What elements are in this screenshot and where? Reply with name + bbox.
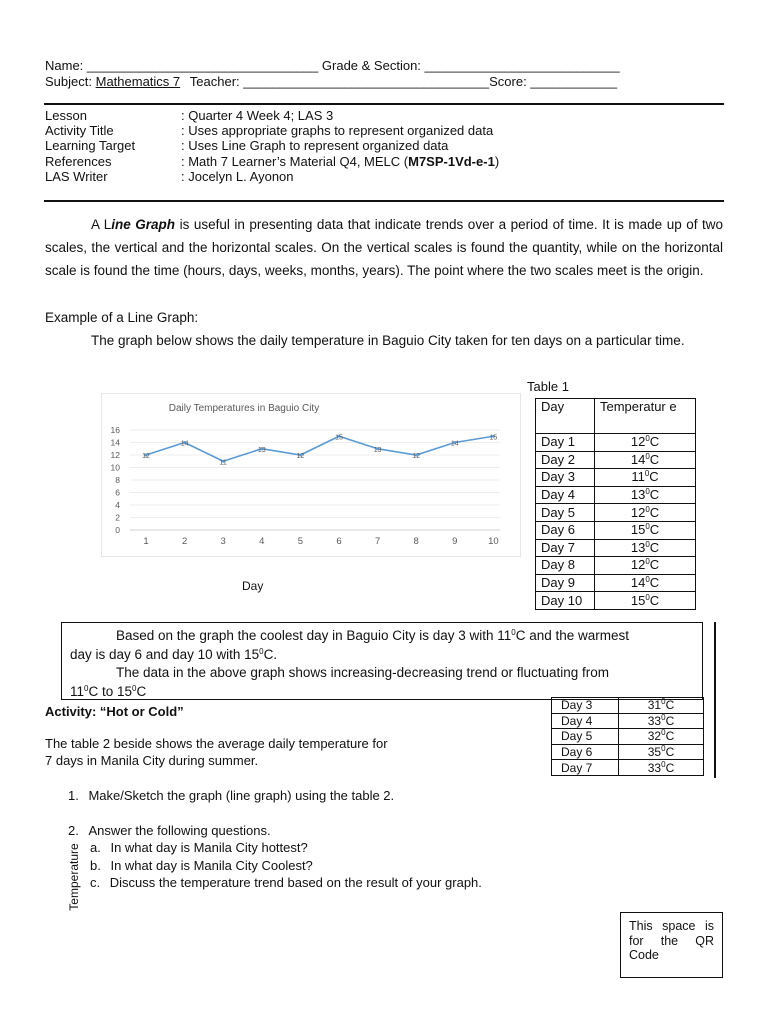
table2-row bbox=[552, 760, 704, 776]
table1-row bbox=[536, 574, 696, 592]
temp-cell bbox=[619, 698, 704, 714]
table1-row bbox=[536, 451, 696, 469]
info-divider bbox=[44, 200, 724, 202]
x-tick-label: 7 bbox=[374, 536, 381, 547]
degree-sign: 0 bbox=[661, 759, 666, 769]
name-label: Name: bbox=[45, 58, 84, 73]
summary-text: 11 bbox=[70, 683, 85, 699]
temp-cell bbox=[595, 557, 696, 575]
data-label: 13 bbox=[257, 446, 266, 454]
data-label: 12 bbox=[296, 453, 305, 460]
y-tick-label: 8 bbox=[115, 475, 120, 485]
day-cell: Day 6 bbox=[536, 521, 595, 539]
score-label: Score: bbox=[489, 74, 527, 89]
table2-right-border bbox=[714, 622, 716, 778]
x-axis-label: Day bbox=[242, 579, 264, 593]
x-tick-label: 3 bbox=[220, 536, 226, 547]
temp-value: 35 bbox=[647, 745, 662, 760]
temp-unit: C bbox=[649, 469, 659, 485]
x-tick-label: 6 bbox=[336, 536, 342, 547]
table1-row bbox=[536, 434, 696, 452]
data-label: 12 bbox=[142, 453, 150, 460]
data-label: 12 bbox=[412, 453, 421, 460]
temp-value: 15 bbox=[630, 592, 646, 608]
summary-box bbox=[61, 622, 703, 700]
question-text: In what day is Manila City hottest? bbox=[110, 840, 308, 855]
temp-cell bbox=[595, 504, 696, 522]
question-b bbox=[90, 857, 313, 875]
info-learning-target bbox=[45, 138, 725, 153]
degree-sign: 0 bbox=[132, 683, 137, 693]
table2-row bbox=[552, 713, 704, 729]
x-tick-label: 1 bbox=[143, 536, 149, 547]
degree-sign: 0 bbox=[645, 592, 650, 602]
head-temp: Temperatur e bbox=[595, 399, 696, 434]
table2-row bbox=[552, 729, 704, 745]
item-text: Make/Sketch the graph (line graph) using the table 2. bbox=[88, 788, 395, 803]
temp-cell bbox=[595, 486, 696, 504]
question-text: Discuss the temperature trend based on the result of your graph. bbox=[109, 875, 482, 890]
references-tail: ) bbox=[494, 153, 500, 169]
degree-sign: 0 bbox=[645, 504, 650, 514]
chart-title: Daily Temperatures in Baguio City bbox=[168, 403, 320, 414]
table1-header bbox=[536, 399, 696, 434]
degree-sign: 0 bbox=[84, 683, 89, 693]
temp-unit: C bbox=[649, 434, 660, 450]
data-label: 15 bbox=[489, 434, 498, 442]
graph-description-text: The graph below shows the daily temperature in Baguio City taken for ten days on a particular time. bbox=[91, 333, 685, 348]
temp-cell bbox=[595, 539, 696, 557]
grade-blank[interactable]: ___________________________ bbox=[424, 58, 620, 73]
table2-row bbox=[552, 698, 704, 714]
x-tick-label: 10 bbox=[488, 536, 499, 547]
degree-sign: 0 bbox=[661, 697, 666, 707]
data-label: 15 bbox=[335, 434, 343, 442]
graph-description bbox=[45, 329, 723, 352]
x-tick-label: 5 bbox=[297, 536, 304, 547]
info-value: : Quarter 4 Week 4; LAS 3 bbox=[181, 108, 334, 123]
degree-sign: 0 bbox=[645, 487, 650, 497]
temp-value: 12 bbox=[630, 434, 646, 450]
x-tick-label: 8 bbox=[413, 536, 419, 547]
score-blank[interactable]: ____________ bbox=[530, 74, 618, 89]
day-cell: Day 10 bbox=[536, 592, 595, 610]
line-graph-term: ine Graph bbox=[111, 217, 176, 232]
temp-value: 32 bbox=[647, 729, 662, 744]
table1 bbox=[535, 398, 696, 610]
info-value: : Uses appropriate graphs to represent organized data bbox=[181, 123, 494, 139]
y-tick-label: 6 bbox=[115, 487, 120, 498]
table1-caption: Table 1 bbox=[527, 379, 569, 394]
temp-cell bbox=[619, 744, 704, 760]
summary-text: Based on the graph the coolest day in Baguio City is day 3 with 11 bbox=[116, 628, 512, 643]
intro-body: is useful in presenting data that indicate trends over a period of time. It is made up of two scales, the vertical and the horizontal scales. On the vertical scales is found the quantity, while on the horizontal scale is found the time (hours, days, weeks, months, years). The point where the two scales meet is the origin. bbox=[45, 217, 724, 279]
table1-row bbox=[536, 592, 696, 610]
question-letter: b. bbox=[90, 858, 101, 873]
activity-description bbox=[45, 735, 388, 769]
temp-unit: C bbox=[665, 713, 675, 728]
temp-unit: C bbox=[649, 522, 660, 538]
series-line bbox=[146, 436, 493, 461]
temp-value: 33 bbox=[647, 713, 662, 728]
y-tick-label: 10 bbox=[110, 462, 120, 473]
summary-text: The data in the above graph shows increasing-decreasing trend or fluctuating from bbox=[116, 665, 610, 680]
temp-value: 14 bbox=[630, 451, 646, 467]
summary-text: C. bbox=[263, 646, 278, 662]
intro-lead: A L bbox=[91, 217, 112, 232]
melc-code: M7SP-1Vd-e-1 bbox=[408, 153, 495, 169]
temp-unit: C bbox=[665, 698, 675, 713]
temp-cell bbox=[619, 713, 704, 729]
day-cell: Day 7 bbox=[552, 760, 619, 776]
temp-cell bbox=[595, 469, 696, 487]
name-blank[interactable]: ________________________________ bbox=[86, 58, 319, 73]
temp-value: 11 bbox=[631, 469, 645, 485]
info-value bbox=[181, 154, 499, 169]
temp-cell bbox=[595, 434, 696, 452]
subject-value: Mathematics 7 bbox=[95, 74, 181, 89]
temp-cell bbox=[595, 592, 696, 610]
table1-row bbox=[536, 486, 696, 504]
x-tick-label: 9 bbox=[452, 536, 458, 547]
item-number: 1. bbox=[68, 788, 79, 803]
summary-line-2 bbox=[70, 646, 277, 665]
activity-item-2 bbox=[68, 822, 271, 840]
temp-unit: C bbox=[649, 557, 660, 573]
lesson-info bbox=[45, 108, 725, 188]
degree-sign: 0 bbox=[661, 744, 666, 754]
item-number: 2. bbox=[68, 823, 79, 838]
references-text: : Math 7 Learner’s Material Q4, MELC ( bbox=[181, 153, 409, 169]
temp-unit: C bbox=[665, 729, 675, 744]
summary-text: C to 15 bbox=[88, 683, 132, 699]
x-tick-label: 2 bbox=[181, 536, 188, 547]
summary-text: C bbox=[136, 683, 147, 699]
temp-unit: C bbox=[649, 504, 660, 520]
data-label: 13 bbox=[373, 446, 382, 454]
summary-line-3 bbox=[70, 664, 609, 683]
y-tick-label: 0 bbox=[115, 525, 120, 535]
question-letter: c. bbox=[90, 875, 101, 890]
info-lesson bbox=[45, 108, 725, 123]
temp-unit: C bbox=[665, 760, 675, 775]
teacher-label: Teacher: bbox=[189, 74, 240, 89]
item-text: Answer the following questions. bbox=[88, 823, 271, 838]
day-cell: Day 5 bbox=[552, 729, 619, 745]
day-cell: Day 6 bbox=[552, 744, 619, 760]
temp-cell bbox=[595, 451, 696, 469]
question-c bbox=[90, 874, 482, 892]
temp-value: 12 bbox=[630, 504, 646, 520]
info-label: Activity Title bbox=[45, 123, 114, 139]
day-cell: Day 3 bbox=[536, 469, 595, 487]
degree-sign: 0 bbox=[645, 522, 650, 532]
degree-sign: 0 bbox=[645, 557, 650, 567]
temp-value: 31 bbox=[647, 698, 662, 713]
activity-desc-line: The table 2 beside shows the average daily temperature for bbox=[45, 736, 388, 751]
degree-sign: 0 bbox=[511, 628, 516, 637]
temp-value: 33 bbox=[647, 760, 662, 775]
subject-line bbox=[45, 74, 617, 90]
temp-value: 14 bbox=[630, 575, 646, 591]
header-divider bbox=[44, 103, 724, 105]
temp-cell bbox=[619, 760, 704, 776]
summary-line-1 bbox=[70, 627, 700, 646]
info-value: : Uses Line Graph to represent organized data bbox=[181, 138, 449, 154]
summary-text: day is day 6 and day 10 with 15 bbox=[70, 646, 260, 662]
info-activity-title bbox=[45, 123, 725, 138]
degree-sign: 0 bbox=[661, 712, 666, 722]
day-cell: Day 4 bbox=[552, 713, 619, 729]
info-value: : Jocelyn L. Ayonon bbox=[181, 168, 294, 184]
day-cell: Day 4 bbox=[536, 486, 595, 504]
temp-value: 12 bbox=[630, 557, 646, 573]
y-tick-label: 16 bbox=[110, 425, 120, 435]
degree-sign: 0 bbox=[661, 728, 666, 738]
y-tick-label: 14 bbox=[110, 437, 120, 448]
info-label: Learning Target bbox=[45, 138, 136, 154]
info-label: Lesson bbox=[45, 108, 87, 123]
info-label: LAS Writer bbox=[45, 168, 108, 184]
data-label: 14 bbox=[180, 440, 189, 448]
temp-unit: C bbox=[649, 451, 660, 467]
summary-text: C and the warmest bbox=[515, 628, 630, 643]
temp-unit: C bbox=[649, 592, 660, 608]
temp-cell bbox=[595, 521, 696, 539]
y-tick-label: 4 bbox=[115, 500, 120, 510]
qr-code-space: This space is for the QR Code bbox=[620, 912, 723, 978]
degree-sign: 0 bbox=[259, 646, 264, 656]
x-tick-label: 4 bbox=[259, 536, 265, 547]
table1-row bbox=[536, 521, 696, 539]
info-label: References bbox=[45, 153, 112, 169]
name-line bbox=[45, 58, 620, 74]
day-cell: Day 9 bbox=[536, 574, 595, 592]
temp-value: 13 bbox=[630, 487, 646, 503]
day-cell: Day 7 bbox=[536, 539, 595, 557]
day-cell: Day 1 bbox=[536, 434, 595, 452]
info-references bbox=[45, 154, 725, 169]
data-label: 11 bbox=[219, 459, 227, 467]
day-cell: Day 5 bbox=[536, 504, 595, 522]
question-letter: a. bbox=[90, 840, 101, 855]
temp-value: 13 bbox=[630, 539, 646, 555]
y-axis-label: Temperature bbox=[67, 843, 81, 911]
y-tick-label: 12 bbox=[110, 450, 120, 460]
activity-title: Activity: “Hot or Cold” bbox=[45, 704, 184, 719]
temp-unit: C bbox=[665, 745, 675, 760]
temp-cell bbox=[619, 729, 704, 745]
table2-row bbox=[552, 744, 704, 760]
table1-row bbox=[536, 539, 696, 557]
question-text: In what day is Manila City Coolest? bbox=[110, 858, 313, 873]
degree-sign: 0 bbox=[644, 469, 650, 479]
summary-line-4 bbox=[70, 683, 146, 702]
grade-label: Grade & Section: bbox=[321, 58, 421, 73]
y-tick-label: 2 bbox=[115, 512, 120, 523]
degree-sign: 0 bbox=[645, 434, 650, 444]
info-las-writer bbox=[45, 169, 725, 184]
degree-sign: 0 bbox=[645, 539, 650, 549]
day-cell: Day 3 bbox=[552, 698, 619, 714]
table1-row bbox=[536, 504, 696, 522]
activity-item-1 bbox=[68, 787, 394, 805]
day-cell: Day 8 bbox=[536, 557, 595, 575]
teacher-blank[interactable]: __________________________________ bbox=[243, 74, 490, 89]
degree-sign: 0 bbox=[645, 451, 650, 461]
day-cell: Day 2 bbox=[536, 451, 595, 469]
temp-value: 15 bbox=[630, 522, 646, 538]
temp-unit: C bbox=[649, 539, 660, 555]
intro-paragraph bbox=[45, 213, 723, 283]
temp-unit: C bbox=[649, 487, 660, 503]
example-label: Example of a Line Graph: bbox=[45, 310, 199, 325]
activity-desc-line: 7 days in Manila City during summer. bbox=[45, 753, 259, 768]
temp-cell bbox=[595, 574, 696, 592]
table1-row bbox=[536, 557, 696, 575]
head-day: Day bbox=[536, 399, 595, 434]
question-a bbox=[90, 839, 308, 857]
degree-sign: 0 bbox=[645, 575, 650, 585]
data-label: 14 bbox=[450, 440, 459, 448]
table1-row bbox=[536, 469, 696, 487]
table2 bbox=[551, 697, 704, 776]
subject-label: Subject: bbox=[45, 74, 92, 89]
temp-unit: C bbox=[649, 575, 660, 591]
